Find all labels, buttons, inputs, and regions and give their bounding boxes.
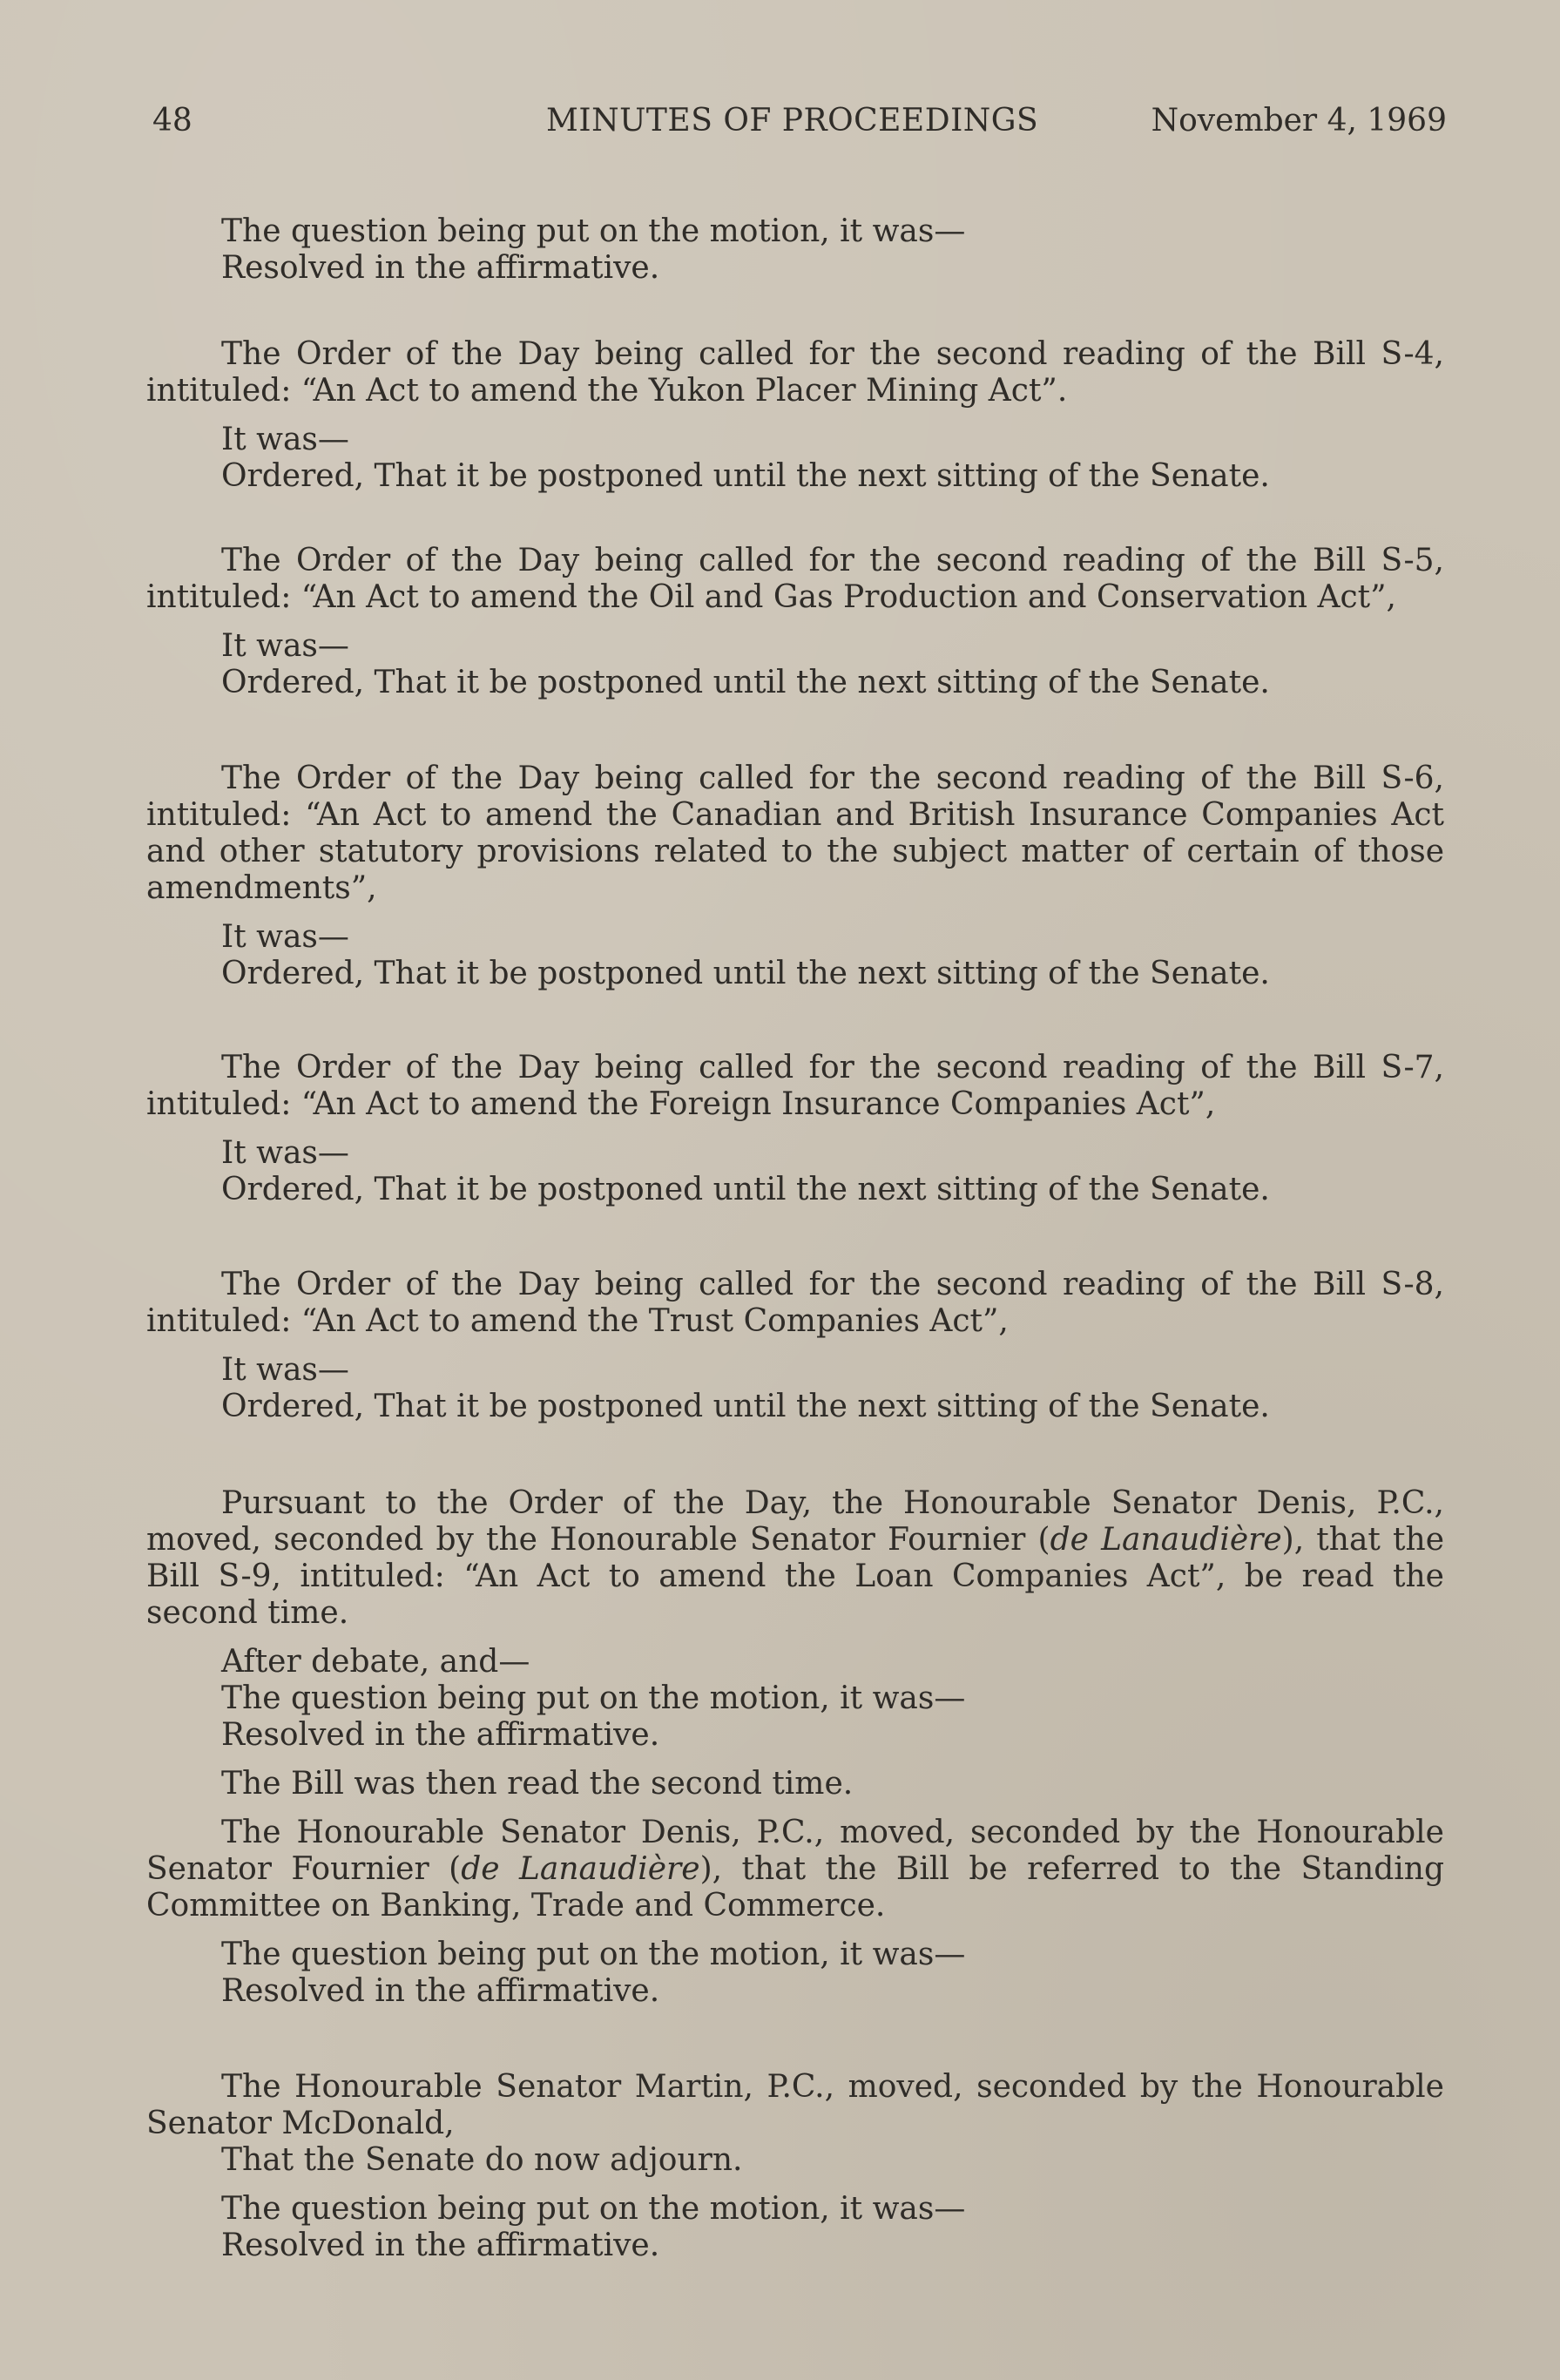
question-line: The question being put on the motion, it was— [221,2191,966,2227]
ordered-line: Ordered, That it be postponed until the next sitting of the Senate. [221,956,1270,991]
paragraph-line: Pursuant to the Order of the Day, the Honourable Senator Denis, P.C., [221,1485,1444,1521]
it-was-line: It was— [221,919,349,955]
question-line: The question being put on the motion, it was— [221,1937,966,1972]
it-was-line: It was— [221,628,349,664]
read-line: The Bill was then read the second time. [221,1766,854,1802]
text-run: ), that the [1281,1522,1445,1558]
paragraph-line: amendments”, [146,870,377,906]
bill-s6-paragraph [146,761,1444,992]
paragraph-line: The Order of the Day being called for the second reading of the Bill S-5, [221,543,1444,578]
bill-s7-paragraph [146,1050,1444,1208]
italic-text: de Lanaudière [461,1851,700,1887]
paragraph-line: intituled: “An Act to amend the Foreign Insurance Companies Act”, [146,1086,1216,1122]
adjourn-line: That the Senate do now adjourn. [221,2142,743,2178]
ordered-line: Ordered, That it be postponed until the next sitting of the Senate. [221,665,1270,700]
it-was-line: It was— [221,1352,349,1388]
ordered-line: Ordered, That it be postponed until the next sitting of the Senate. [221,1172,1270,1207]
paragraph-line: Senator McDonald, [146,2106,455,2141]
header-date: November 4, 1969 [1151,103,1447,139]
paragraph-line: The Order of the Day being called for the second reading of the Bill S-4, [221,336,1444,372]
paragraph-line: intituled: “An Act to amend the Oil and Gas Production and Conservation Act”, [146,579,1396,615]
running-title: MINUTES OF PROCEEDINGS [546,103,1039,139]
text-run: ), that the Bill be referred to the Standing [699,1851,1445,1887]
question-line: The question being put on the motion, it was— [221,1680,966,1716]
page-number: 48 [152,103,192,139]
bill-s9-paragraph [146,1485,1444,2010]
it-was-line: It was— [221,1135,349,1171]
paragraph-line: intituled: “An Act to amend the Canadian and British Insurance Companies Act [146,797,1444,833]
text-run: Senator Fournier ( [146,1851,462,1887]
paragraph-line: Bill S-9, intituled: “An Act to amend the Loan Companies Act”, be read the [146,1558,1444,1594]
paragraph-line: second time. [146,1595,349,1631]
paragraph-line: The Honourable Senator Denis, P.C., moved, seconded by the Honourable [221,1815,1444,1850]
resolved-line: Resolved in the affirmative. [221,2228,660,2263]
debate-line: After debate, and— [221,1644,530,1680]
resolved-line: Resolved in the affirmative. [221,250,660,286]
bill-s8-paragraph [146,1267,1444,1425]
paragraph-line: The Order of the Day being called for the second reading of the Bill S-6, [221,761,1444,796]
it-was-line: It was— [221,422,349,457]
adjournment-paragraph [146,2069,1444,2264]
paragraph-line: The Honourable Senator Martin, P.C., moved, seconded by the Honourable [221,2069,1444,2105]
ordered-line: Ordered, That it be postponed until the next sitting of the Senate. [221,1389,1270,1424]
bill-s4-paragraph [146,336,1444,495]
ordered-line: Ordered, That it be postponed until the next sitting of the Senate. [221,458,1270,494]
italic-text: de Lanaudière [1050,1522,1282,1558]
text-run: moved, seconded by the Honourable Senator Fournier ( [146,1522,1050,1558]
paragraph-line: intituled: “An Act to amend the Trust Companies Act”, [146,1303,1009,1339]
resolved-line: Resolved in the affirmative. [221,1717,660,1753]
resolved-line: Resolved in the affirmative. [221,1973,660,2009]
bill-s5-paragraph [146,543,1444,701]
resolution-block [146,213,1444,287]
paragraph-line [146,1851,1444,1888]
paragraph-line [146,1522,1444,1558]
paragraph-line: intituled: “An Act to amend the Yukon Placer Mining Act”. [146,373,1068,409]
paragraph-line: The Order of the Day being called for the second reading of the Bill S-7, [221,1050,1444,1085]
page-header [152,103,1447,146]
question-line: The question being put on the motion, it was— [221,213,966,249]
paragraph-line: and other statutory provisions related to the subject matter of certain of those [146,834,1444,869]
paragraph-line: Committee on Banking, Trade and Commerce. [146,1888,886,1924]
paragraph-line: The Order of the Day being called for the second reading of the Bill S-8, [221,1267,1444,1302]
